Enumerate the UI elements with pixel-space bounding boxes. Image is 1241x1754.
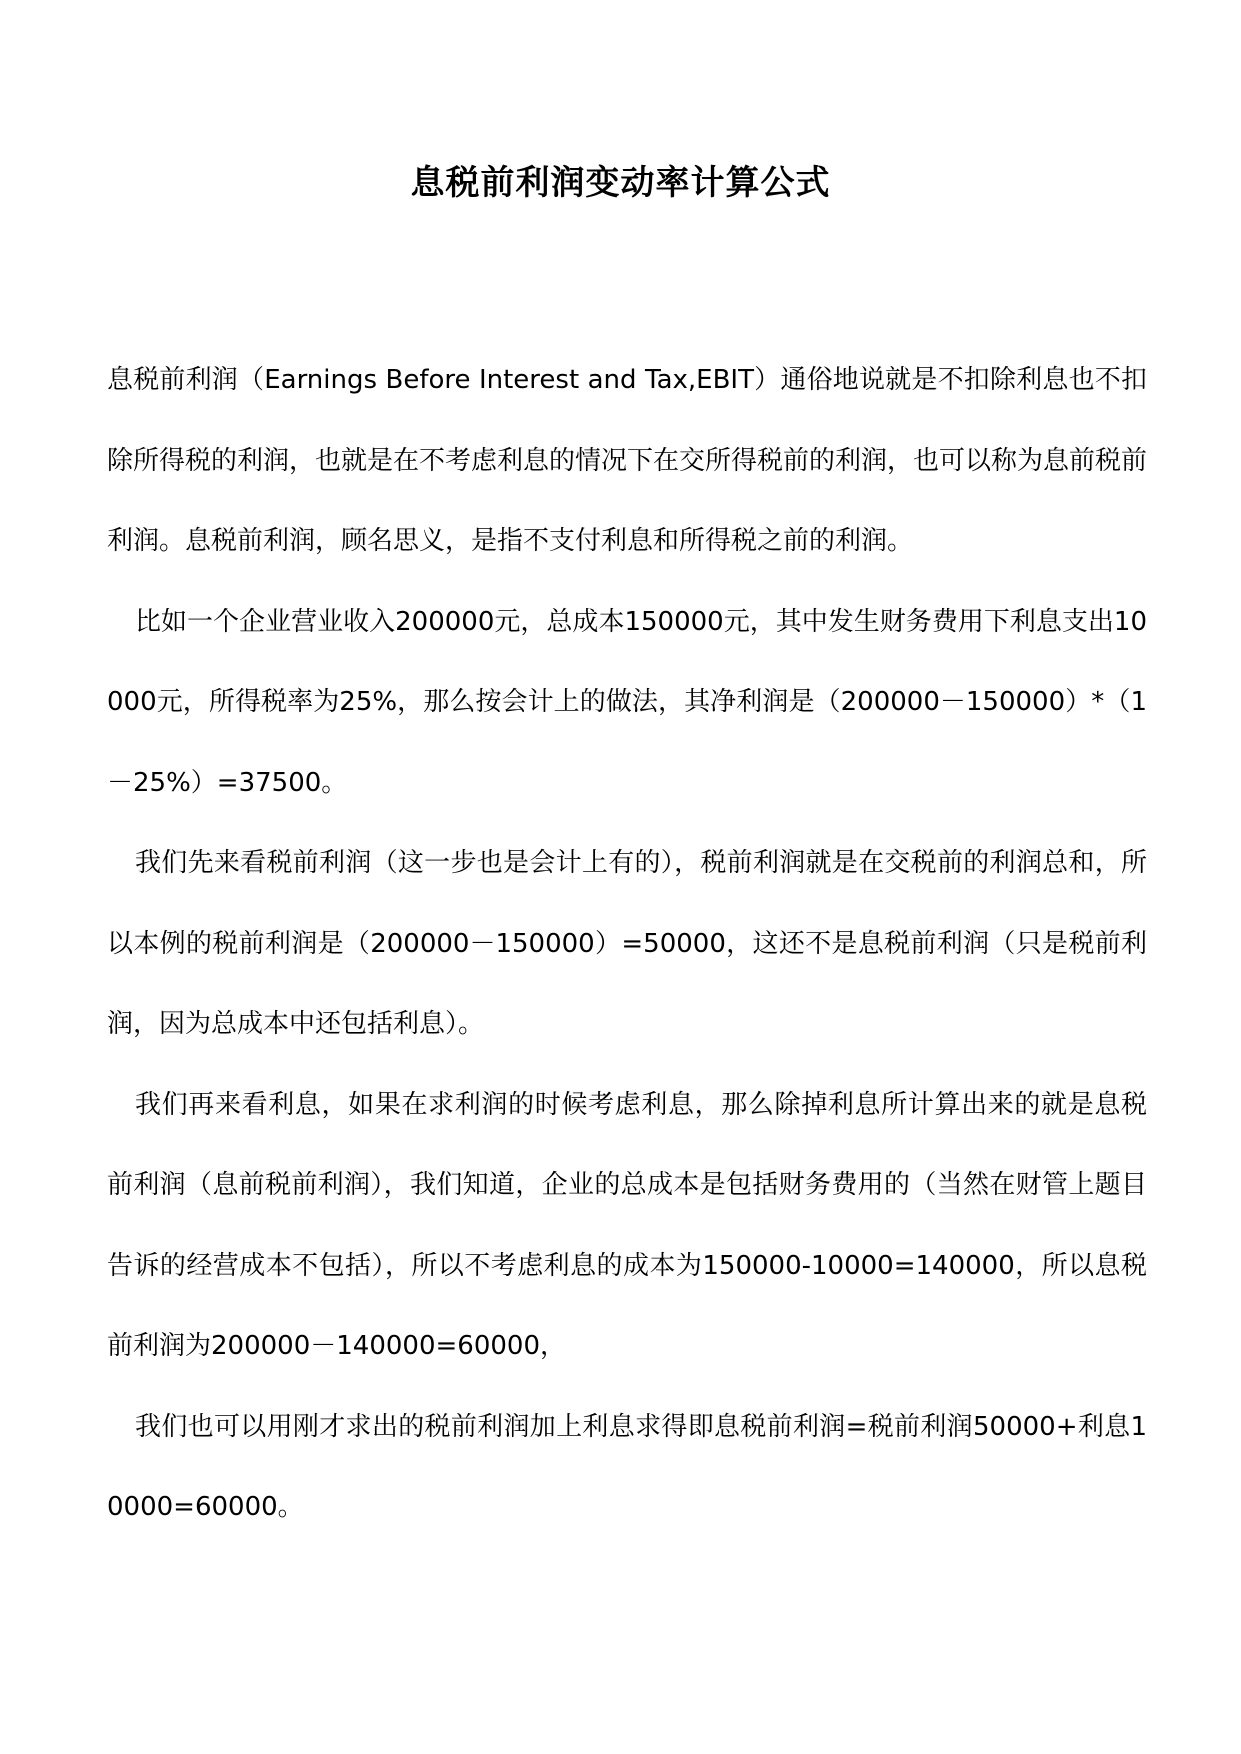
paragraph-pretax-profit: 我们先来看税前利润（这一步也是会计上有的），税前利润就是在交税前的利润总和，所以本例的税前利润是（200000－150000）=50000，这还不是息税前利润（只是税前利润，因为总成本中还包括利息）。 xyxy=(107,848,1147,1039)
paragraph-definition: 息税前利润（Earnings Before Interest and Tax,EBIT）通俗地说就是不扣除利息也不扣除所得税的利润，也就是在不考虑利息的情况下在交所得税前的利润，也可以称为息前税前利润。息税前利润，顾名思义，是指不支付利息和所得税之前的利润。 xyxy=(107,365,1148,556)
document-body xyxy=(107,340,1147,1548)
paragraph-summary: 我们也可以用刚才求出的税前利润加上利息求得即息税前利润=税前利润50000+利息10000=60000。 xyxy=(107,1411,1147,1522)
paragraph-interest: 我们再来看利息，如果在求利润的时候考虑利息，那么除掉利息所计算出来的就是息税前利润（息前税前利润），我们知道，企业的总成本是包括财务费用的（当然在财管上题目告诉的经营成本不包括），所以不考虑利息的成本为150000-10000=140000，所以息税前利润为200000－140000=60000， xyxy=(107,1089,1147,1361)
paragraph-example: 比如一个企业营业收入200000元，总成本150000元，其中发生财务费用下利息支出10000元，所得税率为25%，那么按会计上的做法，其净利润是（200000－150000）*（1－25%）=37500。 xyxy=(107,606,1147,798)
page-title: 息税前利润变动率计算公式 xyxy=(410,163,831,203)
